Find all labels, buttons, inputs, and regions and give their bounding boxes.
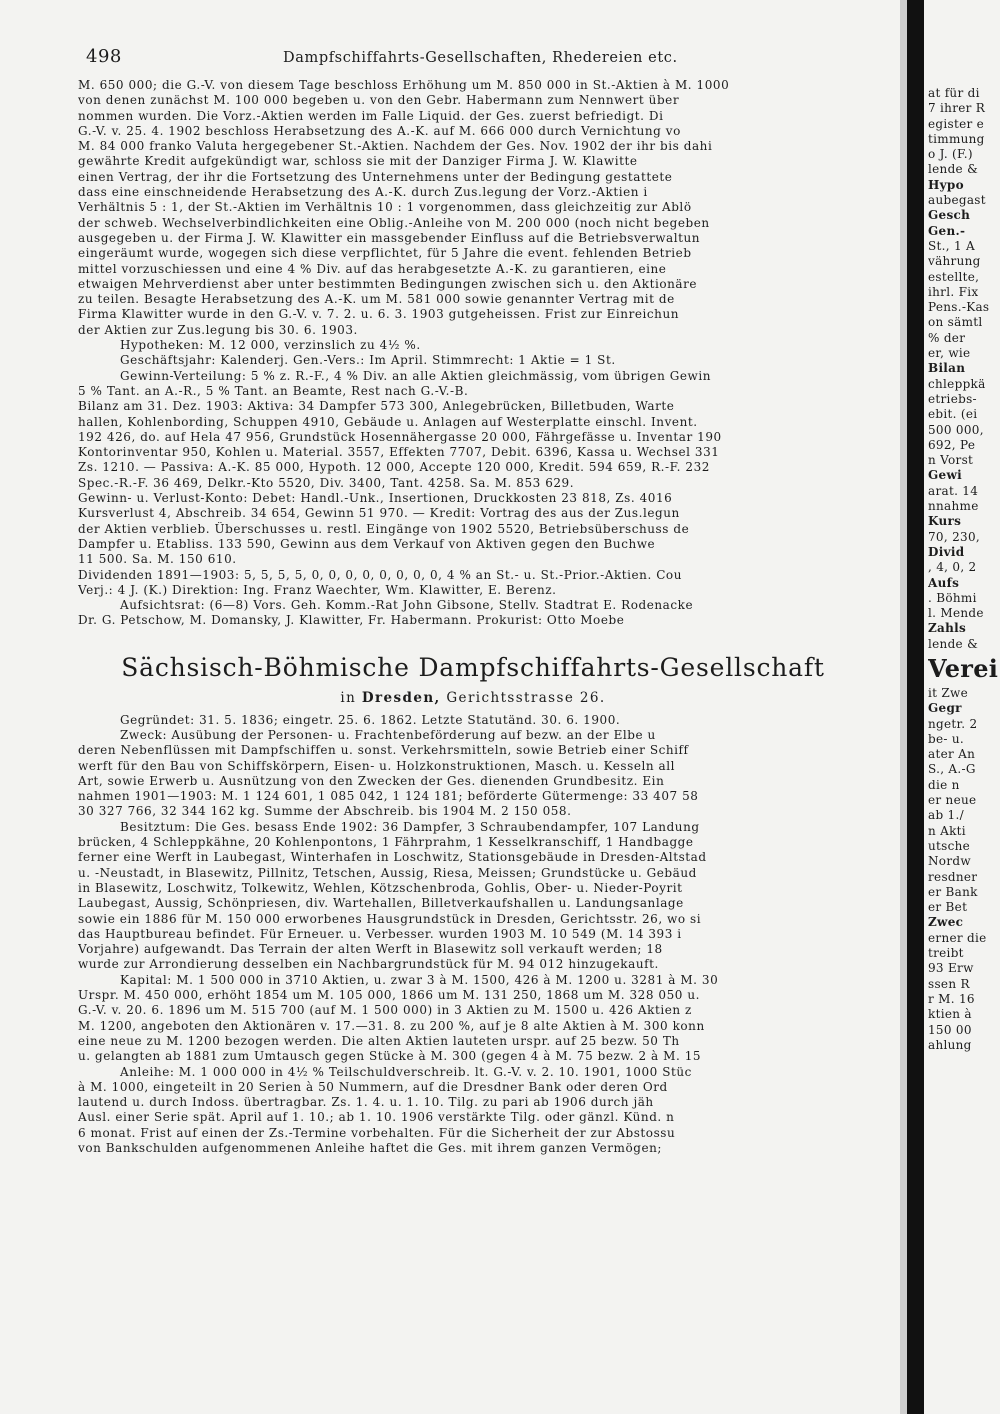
company-entry-continued: [78, 78, 868, 629]
neighbor-text-fragment: ssen R: [928, 976, 970, 991]
text-line: nahmen 1901—1903: M. 1 124 601, 1 085 042, 1 124 181; beförderte Gütermenge: 33 407 58: [78, 789, 699, 804]
neighbor-text-fragment: St., 1 A: [928, 238, 976, 253]
text-line: Dr. G. Petschow, M. Domansky, J. Klawitter, Fr. Habermann. Prokurist: Otto Moebe: [78, 613, 625, 628]
section-subtitle: [78, 687, 868, 709]
neighbor-text-fragment: vährung: [928, 254, 981, 269]
text-line: Bilanz am 31. Dez. 1903: Aktiva: 34 Dampfer 573 300, Anlegebrücken, Billetbuden, Warte: [78, 399, 675, 414]
neighbor-text-fragment: er neue: [928, 793, 977, 808]
neighbor-text-fragment: aubegast: [928, 193, 986, 208]
text-line: Art, sowie Erwerb u. Ausnützung von den Zwecken der Ges. dienenden Grundbesitz. Ein: [78, 773, 665, 788]
text-line: M. 84 000 franko Valuta hergegebener St.-Aktien. Nachdem der Ges. Nov. 1902 der ihr bis dahi: [78, 139, 713, 154]
text-line: Firma Klawitter wurde in den G.-V. v. 7. 2. u. 6. 3. 1903 gutgeheissen. Frist zur Einreichun: [78, 307, 680, 322]
text-line: Verj.: 4 J. (K.) Direktion: Ing. Franz Waechter, Wm. Klawitter, E. Berenz.: [78, 582, 557, 597]
neighbor-text-fragment: ater An: [928, 747, 976, 762]
subtitle-city: Dresden,: [361, 689, 441, 706]
text-line: hallen, Kohlenbording, Schuppen 4910, Gebäude u. Anlagen auf Westerplatte einschl. Invent.: [78, 414, 698, 429]
text-line: lautend u. durch Indoss. übertragbar. Zs. 1. 4. u. 1. 10. Tilg. zu pari ab 1906 durch jäh: [78, 1095, 654, 1110]
text-line: mittel vorzuschiessen und eine 4 % Div. auf das herabgesetzte A.-K. zu garantieren, eine: [78, 261, 667, 276]
text-line: werft für den Bau von Schiffskörpern, Eisen- u. Holzkonstruktionen, Masch. u. Kesseln all: [78, 758, 675, 773]
text-line: brücken, 4 Schleppkähne, 20 Kohlenpontons, 1 Fährprahm, 1 Kesselkranschiff, 1 Handbagge: [78, 835, 694, 850]
text-line: eingeräumt wurde, wogegen sich diese verpflichtet, für 5 Jahre die event. fehlenden Betrieb: [78, 246, 692, 261]
text-line: Zs. 1210. — Passiva: A.-K. 85 000, Hypoth. 12 000, Accepte 120 000, Kredit. 594 659, R.-F. 232: [78, 460, 710, 475]
neighbor-text-fragment: Aufs: [928, 575, 960, 590]
text-line: M. 1200, angeboten den Aktionären v. 17.—31. 8. zu 200 %, auf je 8 alte Aktien à M. 300 konn: [78, 1018, 705, 1033]
neighbor-text-fragment: die n: [928, 777, 960, 792]
subtitle-street: Gerichtsstrasse 26.: [446, 689, 606, 706]
text-line: Ausl. einer Serie spät. April auf 1. 10.; ab 1. 10. 1906 verstärkte Tilg. oder gänzl. Künd. n: [78, 1110, 675, 1125]
neighbor-text-fragment: 70, 230,: [928, 529, 981, 544]
text-line: Spec.-R.-F. 36 469, Delkr.-Kto 5520, Div. 3400, Tant. 4258. Sa. M. 853 629.: [78, 475, 575, 490]
text-line: eine neue zu M. 1200 bezogen werden. Die alten Aktien lauteten urspr. auf 25 bezw. 50 Th: [78, 1033, 680, 1048]
text-line: Kontorinventar 950, Kohlen u. Material. 3557, Effekten 7707, Debit. 6396, Kassa u. Wechsel 331: [78, 445, 720, 460]
neighbor-text-fragment: , 4, 0, 2: [928, 560, 977, 575]
neighbor-text-fragment: nnahme: [928, 499, 979, 514]
text-line: Kapital: M. 1 500 000 in 3710 Aktien, u. zwar 3 à M. 1500, 426 à M. 1200 u. 3281 à M. 30: [120, 972, 719, 987]
text-line: einen Vertrag, der ihr die Fortsetzung des Unternehmens unter der Bedingung gestattete: [78, 169, 673, 184]
neighbor-text-fragment: % der: [928, 330, 966, 345]
page-gutter: [907, 0, 924, 1414]
neighbor-text-fragment: erner die: [928, 930, 987, 945]
neighbor-text-fragment: ktien à: [928, 1007, 972, 1022]
neighbor-text-fragment: ebit. (ei: [928, 407, 978, 422]
neighbor-text-fragment: r M. 16: [928, 991, 975, 1006]
neighbor-text-fragment: 150 00: [928, 1022, 972, 1037]
text-line: etwaigen Mehrverdienst aber unter bestimmten Bedingungen zwischen sich u. den Aktionäre: [78, 276, 698, 291]
text-line: 6 monat. Frist auf einen der Zs.-Termine vorbehalten. Für die Sicherheit der zur Abstossu: [78, 1125, 676, 1140]
neighbor-text-fragment: Kurs: [928, 514, 962, 529]
text-line: gewährte Kredit aufgekündigt war, schloss sie mit der Danziger Firma J. W. Klawitte: [78, 154, 638, 169]
text-line: in Blasewitz, Loschwitz, Tolkewitz, Wehlen, Kötzschenbroda, Gohlis, Ober- u. Nieder-Poyrit: [78, 880, 683, 895]
text-line: Kursverlust 4, Abschreib. 34 654, Gewinn 51 970. — Kredit: Vortrag des aus der Zus.legun: [78, 506, 680, 521]
neighbor-text-fragment: utsche: [928, 838, 971, 853]
neighbor-text-fragment: lende &: [928, 162, 979, 177]
neighbor-text-fragment: S., A.-G: [928, 762, 976, 777]
neighbor-text-fragment: er Bet: [928, 900, 968, 915]
company-entry-saechsisch-boehmische: [78, 713, 868, 1157]
neighbor-text-fragment: Gen.-: [928, 223, 966, 238]
text-line: wurde zur Arrondierung desselben ein Nachbargrundstück für M. 94 012 hinzugekauft.: [78, 957, 659, 972]
neighbor-text-fragment: egister e: [928, 116, 985, 131]
neighbor-text-fragment: Zwec: [928, 915, 964, 930]
text-line: Gewinn-Verteilung: 5 % z. R.-F., 4 % Div. an alle Aktien gleichmässig, vom übrigen Gewin: [120, 368, 711, 383]
neighbor-text-fragment: . Böhmi: [928, 590, 977, 605]
neighbor-text-fragment: 500 000,: [928, 422, 984, 437]
text-line: G.-V. v. 20. 6. 1896 um M. 515 700 (auf M. 1 500 000) in 3 Aktien zu M. 1500 u. 426 Aktien z: [78, 1003, 692, 1018]
text-line: Vorjahre) aufgewandt. Das Terrain der alten Werft in Blasewitz soll verkauft werden; 18: [78, 942, 663, 957]
neighbor-text-fragment: estellte,: [928, 269, 980, 284]
neighbor-text-fragment: be- u.: [928, 731, 964, 746]
text-line: u. -Neustadt, in Blasewitz, Pillnitz, Tetschen, Aussig, Riesa, Meissen; Grundstücke u. Gebäud: [78, 865, 697, 880]
neighbor-text-fragment: lende &: [928, 636, 979, 651]
text-line: ferner eine Werft in Laubegast, Winterhafen in Loschwitz, Stationsgebäude in Dresden-Altstad: [78, 850, 707, 865]
text-line: 5 % Tant. an A.-R., 5 % Tant. an Beamte, Rest nach G.-V.-B.: [78, 383, 469, 398]
text-line: der Aktien zur Zus.legung bis 30. 6. 1903.: [78, 322, 358, 337]
main-column: [78, 38, 868, 1156]
text-line: Dividenden 1891—1903: 5, 5, 5, 5, 0, 0, 0, 0, 0, 0, 0, 0, 4 % an St.- u. St.-Prior.-Aktien. Cou: [78, 567, 682, 582]
text-line: deren Nebenflüssen mit Dampfschiffen u. sonst. Verkehrsmitteln, sowie Betrieb einer Schiff: [78, 743, 689, 758]
page-header: [78, 38, 868, 78]
neighbor-text-fragment: Zahls: [928, 621, 967, 636]
neighbor-text-fragment: it Zwe: [928, 685, 968, 700]
text-line: dass eine einschneidende Herabsetzung des A.-K. durch Zus.legung der Vorz.-Aktien i: [78, 185, 648, 200]
text-line: à M. 1000, eingeteilt in 20 Serien à 50 Nummern, auf die Dresdner Bank oder deren Ord: [78, 1079, 668, 1094]
text-line: Dampfer u. Etabliss. 133 590, Gewinn aus dem Verkauf von Aktiven gegen den Buchwe: [78, 536, 656, 551]
text-line: Geschäftsjahr: Kalenderj. Gen.-Vers.: Im April. Stimmrecht: 1 Aktie = 1 St.: [120, 353, 616, 368]
page-gutter-shadow: [900, 0, 907, 1414]
neighbor-text-fragment: on sämtl: [928, 315, 983, 330]
text-line: Zweck: Ausübung der Personen- u. Frachtenbeförderung auf bezw. an der Elbe u: [120, 727, 656, 742]
text-line: das Hauptbureau befindet. Für Erneuer. u. Verbesser. wurden 1903 M. 10 549 (M. 14 393 i: [78, 926, 682, 941]
neighbor-text-fragment: chleppkä: [928, 376, 986, 391]
neighbor-text-fragment: Gewi: [928, 468, 962, 483]
neighbor-text-fragment: Bilan: [928, 361, 966, 376]
subtitle-prefix: in: [340, 689, 357, 706]
neighbor-text-fragment: Gegr: [928, 701, 962, 716]
neighbor-text-fragment: Gesch: [928, 208, 971, 223]
text-line: 11 500. Sa. M. 150 610.: [78, 552, 237, 567]
neighbor-text-fragment: ihrl. Fix: [928, 284, 979, 299]
text-line: 192 426, do. auf Hela 47 956, Grundstück Hosennähergasse 20 000, Fährgefässe u. Inventar 190: [78, 429, 722, 444]
neighbor-text-fragment: n Vorst: [928, 453, 974, 468]
neighbor-text-fragment: 692, Pe: [928, 437, 976, 452]
neighbor-text-fragment: resdner: [928, 869, 978, 884]
neighbor-text-fragment: 93 Erw: [928, 961, 974, 976]
text-line: der Aktien verblieb. Überschusses u. restl. Eingänge von 1902 5520, Betriebsüberschuss de: [78, 521, 690, 536]
text-line: nommen wurden. Die Vorz.-Aktien werden im Falle Liquid. der Ges. zuerst befriedigt. Di: [78, 108, 664, 123]
neighbor-text-fragment: Divid: [928, 544, 965, 559]
text-line: Anleihe: M. 1 000 000 in 4½ % Teilschuldverschreib. lt. G.-V. v. 2. 10. 1901, 1000 Stüc: [120, 1064, 692, 1079]
neighbor-text-fragment: treibt: [928, 946, 964, 961]
neighbor-text-fragment: arat. 14: [928, 483, 979, 498]
text-line: G.-V. v. 25. 4. 1902 beschloss Herabsetzung des A.-K. auf M. 666 000 durch Vernichtung vo: [78, 123, 681, 138]
running-title: Dampfschiffahrts-Gesellschaften, Rhedereien etc.: [283, 50, 678, 66]
neighbor-text-fragment: 7 ihrer R: [928, 101, 986, 116]
neighbor-text-fragment: ab 1./: [928, 808, 964, 823]
text-line: Urspr. M. 450 000, erhöht 1854 um M. 105 000, 1866 um M. 131 250, 1868 um M. 328 050 u.: [78, 988, 700, 1003]
neighbor-text-fragment: ngetr. 2: [928, 716, 978, 731]
text-line: zu teilen. Besagte Herabsetzung des A.-K. um M. 581 000 sowie genannter Vertrag mit de: [78, 292, 675, 307]
neighbor-text-fragment: Verei: [928, 653, 999, 683]
section-title: Sächsisch-Böhmische Dampfschiffahrts-Gesellschaft: [121, 652, 825, 682]
text-line: Besitztum: Die Ges. besass Ende 1902: 36 Dampfer, 3 Schraubendampfer, 107 Landung: [120, 819, 700, 834]
neighbor-text-fragment: Pens.-Kas: [928, 300, 990, 315]
neighbor-page-strip: [928, 86, 1000, 1414]
neighbor-text-fragment: Nordw: [928, 854, 971, 869]
neighbor-text-fragment: ahlung: [928, 1037, 972, 1052]
neighbor-text-fragment: etriebs-: [928, 391, 977, 406]
neighbor-text-fragment: er Bank: [928, 884, 978, 899]
text-line: Gegründet: 31. 5. 1836; eingetr. 25. 6. 1862. Letzte Statutänd. 30. 6. 1900.: [120, 712, 621, 727]
text-line: Laubegast, Aussig, Schönpriesen, div. Wartehallen, Billetverkaufshallen u. Landungsanlage: [78, 896, 684, 911]
text-line: 30 327 766, 32 344 162 kg. Summe der Abschreib. bis 1904 M. 2 150 058.: [78, 804, 572, 819]
text-line: M. 650 000; die G.-V. von diesem Tage beschloss Erhöhung um M. 850 000 in St.-Aktien à M. 1000: [78, 78, 730, 92]
neighbor-text-fragment: at für di: [928, 86, 980, 100]
text-line: von denen zunächst M. 100 000 begeben u. von den Gebr. Habermann zum Nennwert über: [78, 93, 680, 108]
neighbor-text-fragment: er, wie: [928, 346, 971, 361]
neighbor-text-fragment: Hypo: [928, 177, 964, 192]
text-line: Gewinn- u. Verlust-Konto: Debet: Handl.-Unk., Insertionen, Druckkosten 23 818, Zs. 4016: [78, 491, 673, 506]
text-line: der schweb. Wechselverbindlichkeiten eine Oblig.-Anleihe von M. 200 000 (noch nicht begeben: [78, 215, 710, 230]
text-line: Verhältnis 5 : 1, der St.-Aktien im Verhältnis 10 : 1 vorgenommen, dass gleichzeitig zur Ablö: [78, 200, 692, 215]
page-number: 498: [86, 46, 122, 67]
neighbor-text-fragment: timmung: [928, 131, 985, 146]
text-line: Hypotheken: M. 12 000, verzinslich zu 4½ %.: [120, 338, 421, 353]
text-line: sowie ein 1886 für M. 150 000 erworbenes Hausgrundstück in Dresden, Gerichtsstr. 26, wo si: [78, 911, 702, 926]
neighbor-text-fragment: o J. (F.): [928, 147, 973, 162]
neighbor-text-fragment: n Akti: [928, 823, 966, 838]
text-line: u. gelangten ab 1881 zum Umtausch gegen Stücke à M. 300 (gegen 4 à M. 75 bezw. 2 à M. 15: [78, 1049, 702, 1064]
text-line: von Bankschulden aufgenommenen Anleihe haftet die Ges. mit ihrem ganzen Vermögen;: [78, 1141, 663, 1155]
neighbor-text-fragment: l. Mende: [928, 606, 984, 621]
text-line: ausgegeben u. der Firma J. W. Klawitter ein massgebender Einfluss auf die Betriebsverwaltun: [78, 230, 701, 245]
text-line: Aufsichtsrat: (6—8) Vors. Geh. Komm.-Rat John Gibsone, Stellv. Stadtrat E. Rodenacke: [120, 598, 694, 613]
